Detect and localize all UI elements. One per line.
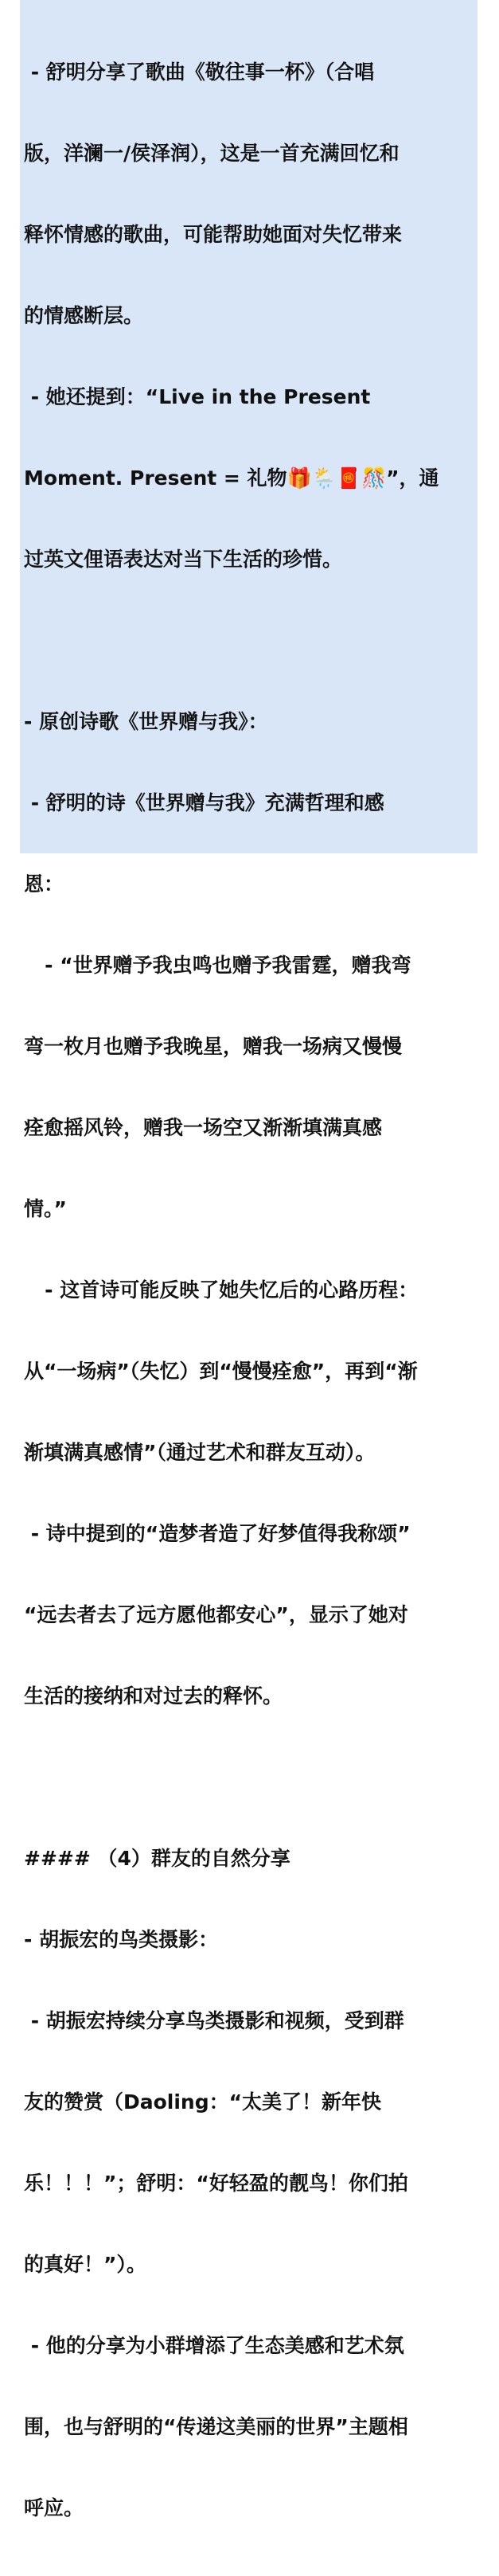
text-line: 围，也与舒明的“传递这美丽的世界”主题相 [24, 2415, 408, 2438]
text-line: 从“一场病”（失忆）到“慢慢痊愈”，再到“渐 [24, 1360, 418, 1383]
text-line: - 这首诗可能反映了她失忆后的心路历程： [24, 1278, 419, 1302]
text-line: 弯一枚月也赠予我晚星，赠我一场病又慢慢 [24, 1035, 403, 1058]
text-line: 友的赞赏（Daoling：“太美了！新年快 [24, 2090, 382, 2113]
text-line: - 她还提到：“Live in the Present [24, 385, 371, 408]
text-line: - 诗中提到的“造梦者造了好梦值得我称颂” [24, 1522, 411, 1545]
blank-line [24, 1764, 474, 1791]
text-line: 渐填满真感情”（通过艺术和群友互动）。 [24, 1441, 376, 1464]
text-line: 过英文俚语表达对当下生活的珍惜。 [24, 548, 343, 571]
text-line: 的真好！”）。 [24, 2253, 146, 2276]
text-line: 恩： [24, 872, 64, 896]
text-line: 情。” [24, 1197, 67, 1220]
text-line: Moment. Present = 礼物🎁🌦️🧧🎊”，通 [24, 466, 439, 490]
text-line: 呼应。 [24, 2496, 84, 2519]
text-line: 释怀情感的歌曲，可能帮助她面对失忆带来 [24, 223, 403, 246]
message-text [24, 5, 474, 2576]
message-bubble[interactable] [20, 0, 478, 2519]
text-line: - 原创诗歌《世界赠与我》： [24, 710, 268, 733]
text-line: - 胡振宏的鸟类摄影： [24, 1928, 219, 1951]
text-line: - 舒明的诗《世界赠与我》充满哲理和感 [24, 791, 384, 814]
blank-line [24, 627, 474, 654]
text-line: 乐！！！”；舒明：“好轻盈的靓鸟！你们拍 [24, 2172, 408, 2195]
text-line: 版，洋澜一/侯泽润），这是一首充满回忆和 [24, 142, 400, 165]
text-line: - 胡振宏持续分享鸟类摄影和视频，受到群 [24, 2009, 404, 2032]
text-line: 生活的接纳和对过去的释怀。 [24, 1684, 283, 1708]
text-line: 的情感断层。 [24, 304, 144, 327]
text-line: - “世界赠予我虫鸣也赠予我雷霆，赠我弯 [24, 954, 411, 977]
text-line: - 舒明分享了歌曲《敬往事一杯》（合唱 [24, 60, 375, 84]
section-heading: #### （4）群友的自然分享 [24, 1847, 290, 1870]
text-line: 痊愈摇风铃，赠我一场空又渐渐填满真感 [24, 1116, 383, 1139]
text-line: - 他的分享为小群增添了生态美感和艺术氛 [24, 2334, 404, 2357]
text-line: “远去者去了远方愿他都安心”，显示了她对 [24, 1603, 408, 1626]
